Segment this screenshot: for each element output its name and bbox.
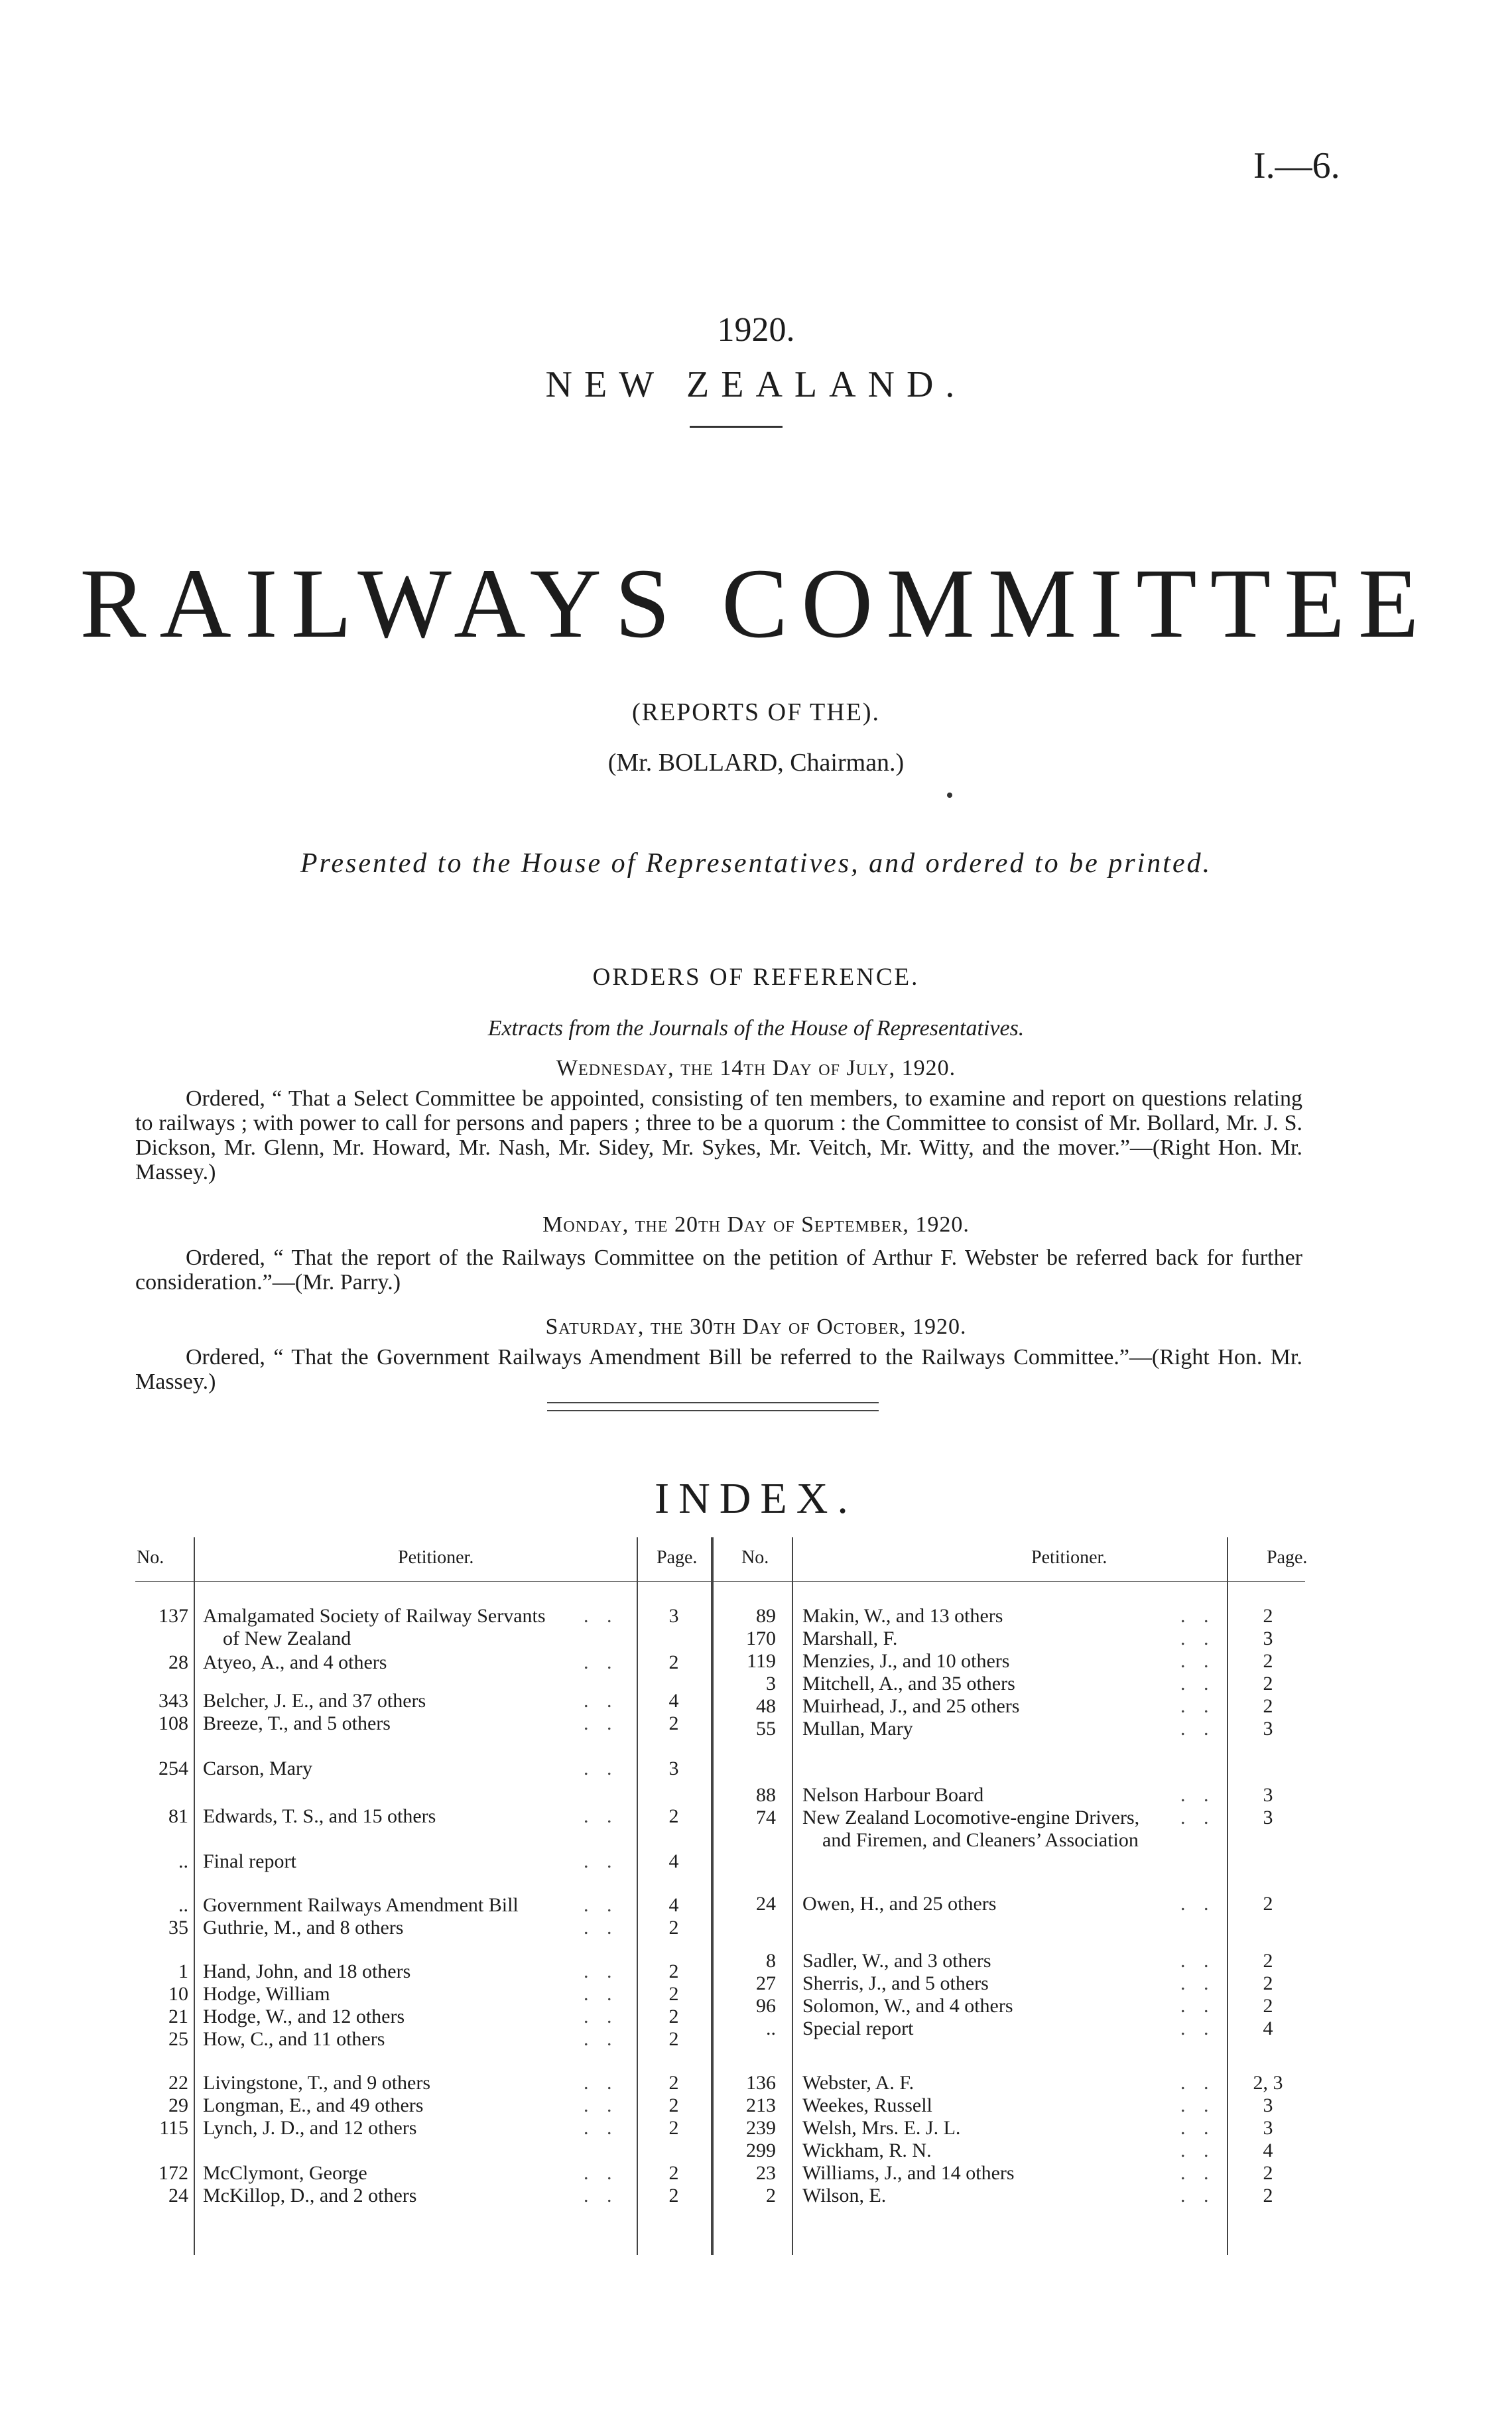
index-entry-petitioner: of New Zealand bbox=[223, 1628, 351, 1649]
index-entry-page: 2 bbox=[668, 1651, 679, 1673]
index-entry-number: 1 bbox=[178, 1960, 188, 1982]
col-header-petitioner: Petitioner. bbox=[398, 1547, 474, 1568]
index-entry-page: 2 bbox=[668, 2072, 679, 2094]
col-header-no: No. bbox=[137, 1547, 164, 1568]
index-title: INDEX. bbox=[655, 1474, 857, 1523]
dot-leader: . . bbox=[584, 1757, 619, 1779]
index-entry-number: 35 bbox=[168, 1917, 188, 1939]
index-entry-number: 172 bbox=[158, 2162, 188, 2184]
index-entry-petitioner: Mullan, Mary bbox=[802, 1718, 913, 1740]
dot-leader: . . bbox=[584, 1894, 619, 1916]
double-divider bbox=[547, 1402, 879, 1411]
dot-leader: . . bbox=[1180, 1718, 1216, 1740]
index-entry-petitioner: and Firemen, and Cleaners’ Association bbox=[822, 1829, 1139, 1851]
index-entry-petitioner: Livingstone, T., and 9 others bbox=[203, 2072, 431, 2094]
index-entry-page: 2 bbox=[668, 1983, 679, 2005]
index-entry-petitioner: Guthrie, M., and 8 others bbox=[203, 1917, 404, 1939]
index-entry-number: 213 bbox=[746, 2094, 776, 2116]
index-entry-number: .. bbox=[178, 1894, 188, 1916]
index-entry-number: 10 bbox=[168, 1983, 188, 2005]
dot-leader: . . bbox=[1180, 2162, 1216, 2184]
dot-leader: . . bbox=[584, 2072, 619, 2094]
index-entry-page: 2 bbox=[668, 2006, 679, 2027]
dot-leader: . . bbox=[584, 1690, 619, 1712]
dot-leader: . . bbox=[1180, 1628, 1216, 1649]
index-entry-page: 4 bbox=[1263, 2140, 1273, 2161]
index-entry-page: 2 bbox=[668, 2185, 679, 2206]
index-entry-petitioner: Sadler, W., and 3 others bbox=[802, 1950, 991, 1972]
extracts-line: Extracts from the Journals of the House of Representatives. bbox=[487, 1016, 1025, 1041]
index-entry-number: 239 bbox=[746, 2117, 776, 2139]
index-entry-number: 299 bbox=[746, 2140, 776, 2161]
index-entry-number: 24 bbox=[168, 2185, 188, 2206]
index-entry-page: 2 bbox=[668, 2117, 679, 2139]
order-text: Ordered, “ That a Select Committee be appointed, consisting of ten members, to examine and report on questions relating to railways ; with power to call for persons and papers ; three to be a quorum : the Committee to consist of Mr. Bollard, Mr. J. S. Dickson, Mr. Glenn, Mr. Howard, Mr. Nash, Mr. Sidey, Mr. Sykes, Mr. Veitch, Mr. Witty, and the mover.”—(Right Hon. Mr. Massey.) bbox=[135, 1086, 1302, 1184]
document-reference: I.—6. bbox=[1253, 145, 1340, 186]
header-rule bbox=[135, 1581, 1305, 1582]
order-text: Ordered, “ That the Government Railways Amendment Bill be referred to the Railways Committee.”—(Right Hon. Mr. Massey.) bbox=[135, 1345, 1302, 1394]
index-entry-page: 4 bbox=[668, 1690, 679, 1712]
index-entry-number: 21 bbox=[168, 2006, 188, 2027]
index-entry-petitioner: Atyeo, A., and 4 others bbox=[203, 1651, 387, 1673]
order-date: Monday, the 20th Day of September, 1920. bbox=[542, 1212, 970, 1237]
index-entry-petitioner: Amalgamated Society of Railway Servants bbox=[203, 1605, 546, 1627]
col-header-page: Page. bbox=[657, 1547, 698, 1568]
index-entry-page: 2 bbox=[1263, 1650, 1273, 1672]
index-entry-page: 2 bbox=[668, 2028, 679, 2050]
dot-leader: . . bbox=[584, 2028, 619, 2050]
dot-leader: . . bbox=[1180, 2017, 1216, 2039]
column-rule bbox=[194, 1537, 195, 2255]
col-header-petitioner: Petitioner. bbox=[1031, 1547, 1107, 1568]
index-entry-number: 343 bbox=[158, 1690, 188, 1712]
index-entry-number: 8 bbox=[766, 1950, 776, 1972]
index-entry-number: 27 bbox=[756, 1972, 776, 1994]
dot-leader: . . bbox=[584, 2117, 619, 2139]
dot-leader: . . bbox=[1180, 2072, 1216, 2094]
dot-leader: . . bbox=[584, 2094, 619, 2116]
index-entry-number: 23 bbox=[756, 2162, 776, 2184]
dot-leader: . . bbox=[584, 2006, 619, 2027]
column-rule bbox=[637, 1537, 638, 2255]
index-entry-number: 89 bbox=[756, 1605, 776, 1627]
index-entry-petitioner: New Zealand Locomotive-engine Drivers, bbox=[802, 1807, 1140, 1828]
orders-heading: ORDERS OF REFERENCE. bbox=[592, 964, 920, 991]
index-entry-number: 108 bbox=[158, 1712, 188, 1734]
dot-leader: . . bbox=[584, 1850, 619, 1872]
index-entry-petitioner: Lynch, J. D., and 12 others bbox=[203, 2117, 417, 2139]
order-date: Saturday, the 30th Day of October, 1920. bbox=[545, 1314, 967, 1339]
dot-leader: . . bbox=[584, 2185, 619, 2206]
index-entry-number: 24 bbox=[756, 1893, 776, 1915]
index-entry-page: 2 bbox=[1263, 1605, 1273, 1627]
index-entry-number: 88 bbox=[756, 1784, 776, 1806]
index-entry-number: 137 bbox=[158, 1605, 188, 1627]
index-entry-number: 25 bbox=[168, 2028, 188, 2050]
dot-leader: . . bbox=[1180, 1950, 1216, 1972]
index-entry-page: 4 bbox=[668, 1850, 679, 1872]
dot-leader: . . bbox=[1180, 1695, 1216, 1717]
index-entry-page: 2 bbox=[1263, 1995, 1273, 2017]
index-entry-petitioner: Wickham, R. N. bbox=[802, 2140, 932, 2161]
index-entry-petitioner: Weekes, Russell bbox=[802, 2094, 932, 2116]
index-entry-petitioner: Solomon, W., and 4 others bbox=[802, 1995, 1013, 2017]
index-entry-petitioner: Menzies, J., and 10 others bbox=[802, 1650, 1010, 1672]
index-entry-petitioner: McKillop, D., and 2 others bbox=[203, 2185, 417, 2206]
dot-leader: . . bbox=[584, 1805, 619, 1827]
order-date: Wednesday, the 14th Day of July, 1920. bbox=[556, 1056, 956, 1080]
index-entry-petitioner: Muirhead, J., and 25 others bbox=[802, 1695, 1020, 1717]
index-entry-petitioner: Marshall, F. bbox=[802, 1628, 898, 1649]
index-entry-page: 3 bbox=[1263, 1628, 1273, 1649]
index-entry-petitioner: Webster, A. F. bbox=[802, 2072, 914, 2094]
index-entry-petitioner: Breeze, T., and 5 others bbox=[203, 1712, 391, 1734]
dot-leader: . . bbox=[584, 1712, 619, 1734]
dot-leader: . . bbox=[584, 1651, 619, 1673]
index-entry-number: 74 bbox=[756, 1807, 776, 1828]
index-entry-page: 2 bbox=[1263, 2162, 1273, 2184]
index-entry-page: 3 bbox=[1263, 1807, 1273, 1828]
index-entry-petitioner: Wilson, E. bbox=[802, 2185, 887, 2206]
index-entry-petitioner: Special report bbox=[802, 2017, 914, 2039]
index-entry-page: 3 bbox=[668, 1605, 679, 1627]
index-entry-page: 3 bbox=[668, 1757, 679, 1779]
index-entry-page: 3 bbox=[1263, 1718, 1273, 1740]
index-entry-petitioner: Belcher, J. E., and 37 others bbox=[203, 1690, 426, 1712]
dot-leader: . . bbox=[584, 1605, 619, 1627]
index-entry-page: 3 bbox=[1263, 1784, 1273, 1806]
column-rule bbox=[792, 1537, 793, 2255]
index-entry-page: 2 bbox=[668, 2162, 679, 2184]
index-entry-page: 4 bbox=[1263, 2017, 1273, 2039]
index-entry-page: 2 bbox=[668, 1960, 679, 1982]
index-entry-petitioner: Mitchell, A., and 35 others bbox=[802, 1673, 1015, 1694]
subtitle: (REPORTS OF THE). bbox=[631, 698, 881, 726]
index-entry-page: 2 bbox=[1263, 1972, 1273, 1994]
dot-leader: . . bbox=[584, 1917, 619, 1939]
dot-leader: . . bbox=[1180, 2185, 1216, 2206]
index-entry-petitioner: Sherris, J., and 5 others bbox=[802, 1972, 989, 1994]
index-entry-petitioner: Hand, John, and 18 others bbox=[203, 1960, 411, 1982]
index-entry-petitioner: Owen, H., and 25 others bbox=[802, 1893, 997, 1915]
year: 1920. bbox=[717, 311, 795, 349]
dot-leader: . . bbox=[1180, 2094, 1216, 2116]
index-entry-page: 2, 3 bbox=[1253, 2072, 1283, 2094]
dot-leader: . . bbox=[584, 1960, 619, 1982]
index-entry-page: 2 bbox=[668, 2094, 679, 2116]
index-entry-number: 3 bbox=[766, 1673, 776, 1694]
index-entry-page: 3 bbox=[1263, 2094, 1273, 2116]
order-text: Ordered, “ That the report of the Railways Committee on the petition of Arthur F. Webster be referred back for further consideration.”—(Mr. Parry.) bbox=[135, 1246, 1302, 1295]
dot-leader: . . bbox=[1180, 1784, 1216, 1806]
index-entry-number: 81 bbox=[168, 1805, 188, 1827]
index-entry-page: 2 bbox=[668, 1917, 679, 1939]
dot-leader: . . bbox=[1180, 1650, 1216, 1672]
index-entry-petitioner: Final report bbox=[203, 1850, 296, 1872]
index-entry-petitioner: Longman, E., and 49 others bbox=[203, 2094, 424, 2116]
index-entry-page: 2 bbox=[1263, 1893, 1273, 1915]
index-entry-page: 2 bbox=[1263, 1695, 1273, 1717]
dot-leader: . . bbox=[1180, 1807, 1216, 1828]
index-entry-number: 170 bbox=[746, 1628, 776, 1649]
index-entry-number: .. bbox=[766, 2017, 776, 2039]
index-entry-number: 254 bbox=[158, 1757, 188, 1779]
index-entry-number: 55 bbox=[756, 1718, 776, 1740]
index-entry-petitioner: How, C., and 11 others bbox=[203, 2028, 385, 2050]
dot-leader: . . bbox=[584, 1983, 619, 2005]
presented-line: Presented to the House of Representatives, and ordered to be printed. bbox=[300, 848, 1212, 879]
index-entry-number: .. bbox=[178, 1850, 188, 1872]
column-rule bbox=[1227, 1537, 1228, 2255]
index-entry-page: 2 bbox=[668, 1805, 679, 1827]
index-entry-petitioner: Hodge, William bbox=[203, 1983, 330, 2005]
index-entry-petitioner: Williams, J., and 14 others bbox=[802, 2162, 1015, 2184]
index-entry-petitioner: Hodge, W., and 12 others bbox=[203, 2006, 405, 2027]
index-entry-page: 2 bbox=[1263, 1673, 1273, 1694]
index-entry-petitioner: Makin, W., and 13 others bbox=[802, 1605, 1003, 1627]
dot-leader: . . bbox=[1180, 1673, 1216, 1694]
divider bbox=[690, 426, 783, 428]
index-entry-page: 4 bbox=[668, 1894, 679, 1916]
dot-leader: . . bbox=[1180, 2117, 1216, 2139]
dot-leader: . . bbox=[1180, 1995, 1216, 2017]
dot-leader: . . bbox=[584, 2162, 619, 2184]
index-entry-petitioner: Welsh, Mrs. E. J. L. bbox=[802, 2117, 961, 2139]
dot-leader: . . bbox=[1180, 1972, 1216, 1994]
dot-leader: . . bbox=[1180, 1893, 1216, 1915]
index-entry-petitioner: Carson, Mary bbox=[203, 1757, 312, 1779]
index-entry-page: 3 bbox=[1263, 2117, 1273, 2139]
country: NEW ZEALAND. bbox=[545, 364, 967, 405]
col-header-no: No. bbox=[741, 1547, 769, 1568]
column-rule bbox=[711, 1537, 714, 2255]
index-entry-number: 29 bbox=[168, 2094, 188, 2116]
index-entry-page: 2 bbox=[1263, 2185, 1273, 2206]
index-entry-number: 119 bbox=[747, 1650, 776, 1672]
index-entry-number: 48 bbox=[756, 1695, 776, 1717]
index-entry-petitioner: Nelson Harbour Board bbox=[802, 1784, 984, 1806]
chairman-line: (Mr. BOLLARD, Chairman.) bbox=[607, 749, 905, 777]
index-entry-page: 2 bbox=[668, 1712, 679, 1734]
index-entry-petitioner: McClymont, George bbox=[203, 2162, 367, 2184]
index-entry-page: 2 bbox=[1263, 1950, 1273, 1972]
ornament-dot bbox=[947, 793, 952, 798]
index-entry-number: 115 bbox=[159, 2117, 188, 2139]
index-entry-number: 2 bbox=[766, 2185, 776, 2206]
page-title: RAILWAYS COMMITTEE bbox=[80, 548, 1432, 659]
index-entry-petitioner: Government Railways Amendment Bill bbox=[203, 1894, 519, 1916]
dot-leader: . . bbox=[1180, 2140, 1216, 2161]
col-header-page: Page. bbox=[1267, 1547, 1308, 1568]
index-entry-petitioner: Edwards, T. S., and 15 others bbox=[203, 1805, 436, 1827]
index-entry-number: 28 bbox=[168, 1651, 188, 1673]
index-entry-number: 22 bbox=[168, 2072, 188, 2094]
index-entry-number: 136 bbox=[746, 2072, 776, 2094]
index-entry-number: 96 bbox=[756, 1995, 776, 2017]
dot-leader: . . bbox=[1180, 1605, 1216, 1627]
